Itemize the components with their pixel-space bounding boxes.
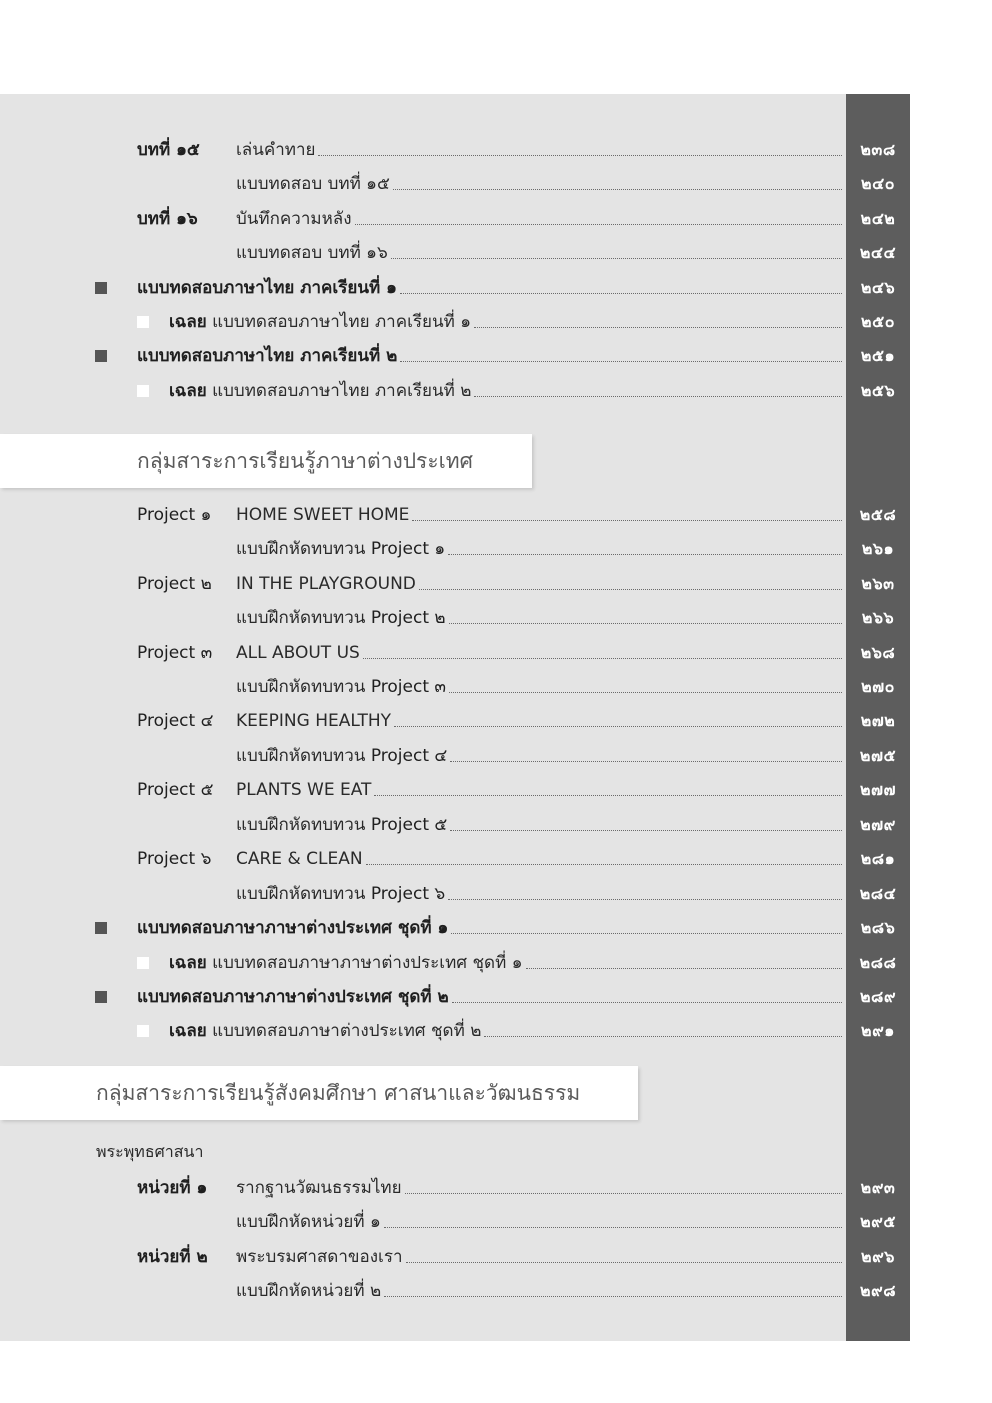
page-number: ๒๖๑	[861, 539, 895, 558]
page-number: ๒๙๘	[859, 1281, 897, 1300]
toc-row-chapter-16[interactable]	[0, 204, 910, 234]
toc-row-chapter-15[interactable]	[0, 135, 910, 165]
page-number: ๒๔๖	[860, 278, 896, 297]
square-bullet-icon	[137, 1025, 149, 1037]
toc-entry: แบบทดสอบภาษาภาษาต่างประเทศ ชุดที่ ๑	[137, 916, 846, 940]
toc-row-thai-test-2[interactable]	[0, 341, 910, 371]
toc-entry: PLANTS WE EAT	[236, 778, 846, 802]
toc-row-project-2[interactable]	[0, 569, 910, 599]
toc-row-thai-answer-1[interactable]	[0, 307, 910, 337]
toc-entry: แบบฝึกหัดหน่วยที่ ๑	[236, 1210, 846, 1234]
page-number: ๒๖๓	[861, 574, 895, 593]
page-number: ๒๔๒	[860, 209, 896, 228]
project-label: Project ๓	[137, 643, 213, 663]
page-number: ๒๕๐	[861, 312, 895, 331]
toc-row-project-6-review[interactable]	[0, 879, 910, 909]
toc-entry: CARE & CLEAN	[236, 847, 846, 871]
project-label: Project ๑	[137, 505, 212, 525]
page-number: ๒๖๘	[860, 643, 896, 662]
page-number: ๒๓๘	[860, 140, 896, 159]
toc-entry: แบบฝึกหัดทบทวน Project ๒	[236, 606, 846, 630]
page-number: ๒๕๖	[860, 381, 896, 400]
chapter-label: บทที่ ๑๖	[137, 209, 198, 229]
toc-row-project-1-review[interactable]	[0, 534, 910, 564]
square-bullet-icon	[95, 922, 107, 934]
section-title: กลุ่มสาระการเรียนรู้สังคมศึกษา ศาสนาและวัฒนธรรม	[96, 1081, 581, 1105]
project-label: Project ๒	[137, 574, 212, 594]
page-number: ๒๙๕	[860, 1212, 896, 1231]
toc-row-thai-test-1[interactable]	[0, 273, 910, 303]
unit-label: หน่วยที่ ๒	[137, 1247, 208, 1267]
toc-row-unit-1-exercise[interactable]	[0, 1207, 910, 1237]
project-label: Project ๔	[137, 711, 214, 731]
page-number: ๒๗๕	[859, 746, 897, 765]
toc-entry: แบบฝึกหัดทบทวน Project ๖	[236, 882, 846, 906]
toc-entry: แบบทดสอบภาษาไทย ภาคเรียนที่ ๒	[137, 344, 846, 368]
toc-row-project-5[interactable]	[0, 775, 910, 805]
project-label: Project ๖	[137, 849, 212, 869]
page-number: ๒๕๑	[860, 346, 896, 365]
toc-entry: แบบทดสอบภาษาภาษาต่างประเทศ ชุดที่ ๒	[137, 985, 846, 1009]
toc-row-project-2-review[interactable]	[0, 603, 910, 633]
toc-row-unit-2[interactable]	[0, 1242, 910, 1272]
section-header-foreign	[0, 434, 532, 488]
page-number: ๒๕๘	[859, 505, 897, 524]
toc-row-project-6[interactable]	[0, 844, 910, 874]
page-number: ๒๖๖	[861, 608, 895, 627]
toc-row-thai-answer-2[interactable]	[0, 376, 910, 406]
toc-row-foreign-test-1[interactable]	[0, 913, 910, 943]
toc-entry: แบบฝึกหัดทบทวน Project ๑	[236, 537, 846, 561]
page-number: ๒๔๐	[861, 174, 895, 193]
page-number: ๒๘๖	[860, 918, 896, 937]
toc-row-unit-1[interactable]	[0, 1173, 910, 1203]
page-number: ๒๘๔	[859, 884, 897, 903]
toc-row-project-1[interactable]	[0, 500, 910, 530]
subject-subheading: พระพุทธศาสนา	[96, 1142, 204, 1161]
toc-row-project-4-review[interactable]	[0, 741, 910, 771]
toc-entry: เฉลย แบบทดสอบภาษาไทย ภาคเรียนที่ ๒	[169, 379, 846, 403]
page-number: ๒๔๔	[859, 243, 897, 262]
toc-entry: บันทึกความหลัง	[236, 207, 846, 231]
toc-row-project-3-review[interactable]	[0, 672, 910, 702]
chapter-label: บทที่ ๑๕	[137, 140, 200, 160]
toc-entry: พระบรมศาสดาของเรา	[236, 1245, 846, 1269]
toc-entry: แบบทดสอบภาษาไทย ภาคเรียนที่ ๑	[137, 276, 846, 300]
project-label: Project ๕	[137, 780, 214, 800]
toc-entry: HOME SWEET HOME	[236, 503, 846, 527]
toc-entry: แบบทดสอบ บทที่ ๑๕	[236, 172, 846, 196]
page-number: ๒๘๑	[860, 849, 896, 868]
square-bullet-icon	[95, 282, 107, 294]
toc-row-foreign-answer-1[interactable]	[0, 948, 910, 978]
square-bullet-icon	[95, 350, 107, 362]
page-number: ๒๙๑	[861, 1021, 895, 1040]
toc-row-project-3[interactable]	[0, 638, 910, 668]
square-bullet-icon	[95, 991, 107, 1003]
toc-entry: เฉลย แบบทดสอบภาษาต่างประเทศ ชุดที่ ๒	[169, 1019, 846, 1043]
toc-entry: แบบฝึกหัดทบทวน Project ๕	[236, 813, 846, 837]
unit-label: หน่วยที่ ๑	[137, 1178, 208, 1198]
page-number: ๒๗๐	[861, 677, 895, 696]
square-bullet-icon	[137, 385, 149, 397]
toc-entry: รากฐานวัฒนธรรมไทย	[236, 1176, 846, 1200]
toc-entry: IN THE PLAYGROUND	[236, 572, 846, 596]
page-number: ๒๗๒	[860, 711, 896, 730]
page-number: ๒๘๙	[859, 987, 897, 1006]
toc-entry: KEEPING HEALTHY	[236, 709, 846, 733]
toc-entry: เฉลย แบบทดสอบภาษาภาษาต่างประเทศ ชุดที่ ๑	[169, 951, 846, 975]
toc-entry: เฉลย แบบทดสอบภาษาไทย ภาคเรียนที่ ๑	[169, 310, 846, 334]
page-number: ๒๙๖	[861, 1247, 895, 1266]
section-title: กลุ่มสาระการเรียนรู้ภาษาต่างประเทศ	[137, 449, 473, 473]
toc-row-foreign-answer-2[interactable]	[0, 1016, 910, 1046]
square-bullet-icon	[137, 316, 149, 328]
page-number: ๒๙๓	[860, 1178, 896, 1197]
page-number: ๒๗๗	[859, 780, 897, 799]
toc-row-test-15[interactable]	[0, 169, 910, 199]
toc-row-unit-2-exercise[interactable]	[0, 1276, 910, 1306]
toc-row-project-4[interactable]	[0, 706, 910, 736]
page-number: ๒๗๙	[860, 815, 896, 834]
section-header-social	[0, 1066, 638, 1120]
toc-row-test-16[interactable]	[0, 238, 910, 268]
toc-entry: แบบฝึกหัดทบทวน Project ๔	[236, 744, 846, 768]
toc-entry: แบบฝึกหัดทบทวน Project ๓	[236, 675, 846, 699]
toc-entry: เล่นคำทาย	[236, 138, 846, 162]
toc-entry: ALL ABOUT US	[236, 641, 846, 665]
toc-entry: แบบฝึกหัดหน่วยที่ ๒	[236, 1279, 846, 1303]
toc-entry: แบบทดสอบ บทที่ ๑๖	[236, 241, 846, 265]
toc-row-foreign-test-2[interactable]	[0, 982, 910, 1012]
toc-row-project-5-review[interactable]	[0, 810, 910, 840]
square-bullet-icon	[137, 957, 149, 969]
page-number: ๒๘๘	[859, 953, 897, 972]
